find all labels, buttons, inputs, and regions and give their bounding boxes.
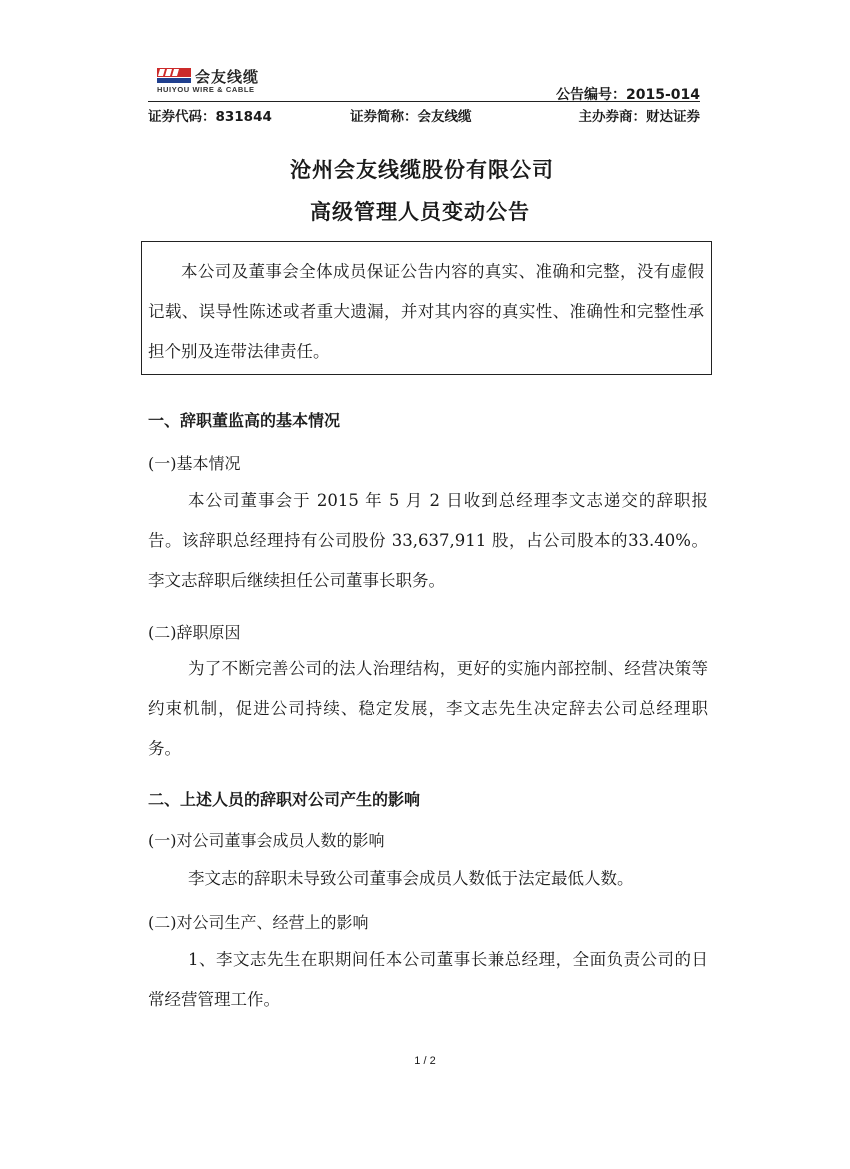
logo-mark-icon bbox=[157, 66, 191, 86]
security-abbreviation: 证券简称：会友线缆 bbox=[350, 109, 472, 125]
page-number: 1 / 2 bbox=[414, 1055, 436, 1067]
section-2-subheading-1: (一)对公司董事会成员人数的影响 bbox=[148, 831, 385, 850]
securities-info-line bbox=[148, 105, 704, 125]
header-divider bbox=[148, 101, 700, 102]
security-code: 证券代码：831844 bbox=[148, 109, 272, 125]
section-2-subheading-2: (二)对公司生产、经营上的影响 bbox=[148, 913, 369, 932]
announcement-title: 高级管理人员变动公告 bbox=[310, 200, 530, 224]
declaration-text: 本公司及董事会全体成员保证公告内容的真实、准确和完整，没有虚假记载、误导性陈述或者重大遗漏，并对其内容的真实性、准确性和完整性承担个别及连带法律责任。 bbox=[148, 262, 704, 361]
section-1-subheading-1: (一)基本情况 bbox=[148, 454, 241, 473]
section-1-subheading-2: (二)辞职原因 bbox=[148, 623, 241, 642]
logo-brand-en: HUIYOU WIRE & CABLE bbox=[157, 85, 255, 94]
section-1-heading: 一、辞职董监高的基本情况 bbox=[148, 411, 341, 430]
company-logo bbox=[157, 66, 307, 98]
notice-number: 公告编号：2015-014 bbox=[556, 87, 700, 103]
logo-brand-cn: 会友线缆 bbox=[195, 68, 260, 86]
section-2-paragraph-1: 李文志的辞职未导致公司董事会成员人数低于法定最低人数。 bbox=[188, 869, 634, 888]
section-2-paragraph-2: 1、李文志先生在职期间任本公司董事长兼总经理，全面负责公司的日常经营管理工作。 bbox=[148, 950, 708, 1009]
sponsoring-broker: 主办券商：财达证券 bbox=[578, 109, 700, 125]
section-1-paragraph-1: 本公司董事会于 2015 年 5 月 2 日收到总经理李文志递交的辞职报告。该辞职总经理持有公司股份 33,637,911 股，占公司股本的33.40%。李文志辞职后继续担任公司董事长职务。 bbox=[148, 491, 708, 590]
section-1-paragraph-2: 为了不断完善公司的法人治理结构，更好的实施内部控制、经营决策等约束机制，促进公司持续、稳定发展，李文志先生决定辞去公司总经理职务。 bbox=[148, 659, 708, 758]
section-2-heading: 二、上述人员的辞职对公司产生的影响 bbox=[148, 790, 421, 809]
company-name-title: 沧州会友线缆股份有限公司 bbox=[290, 158, 554, 182]
